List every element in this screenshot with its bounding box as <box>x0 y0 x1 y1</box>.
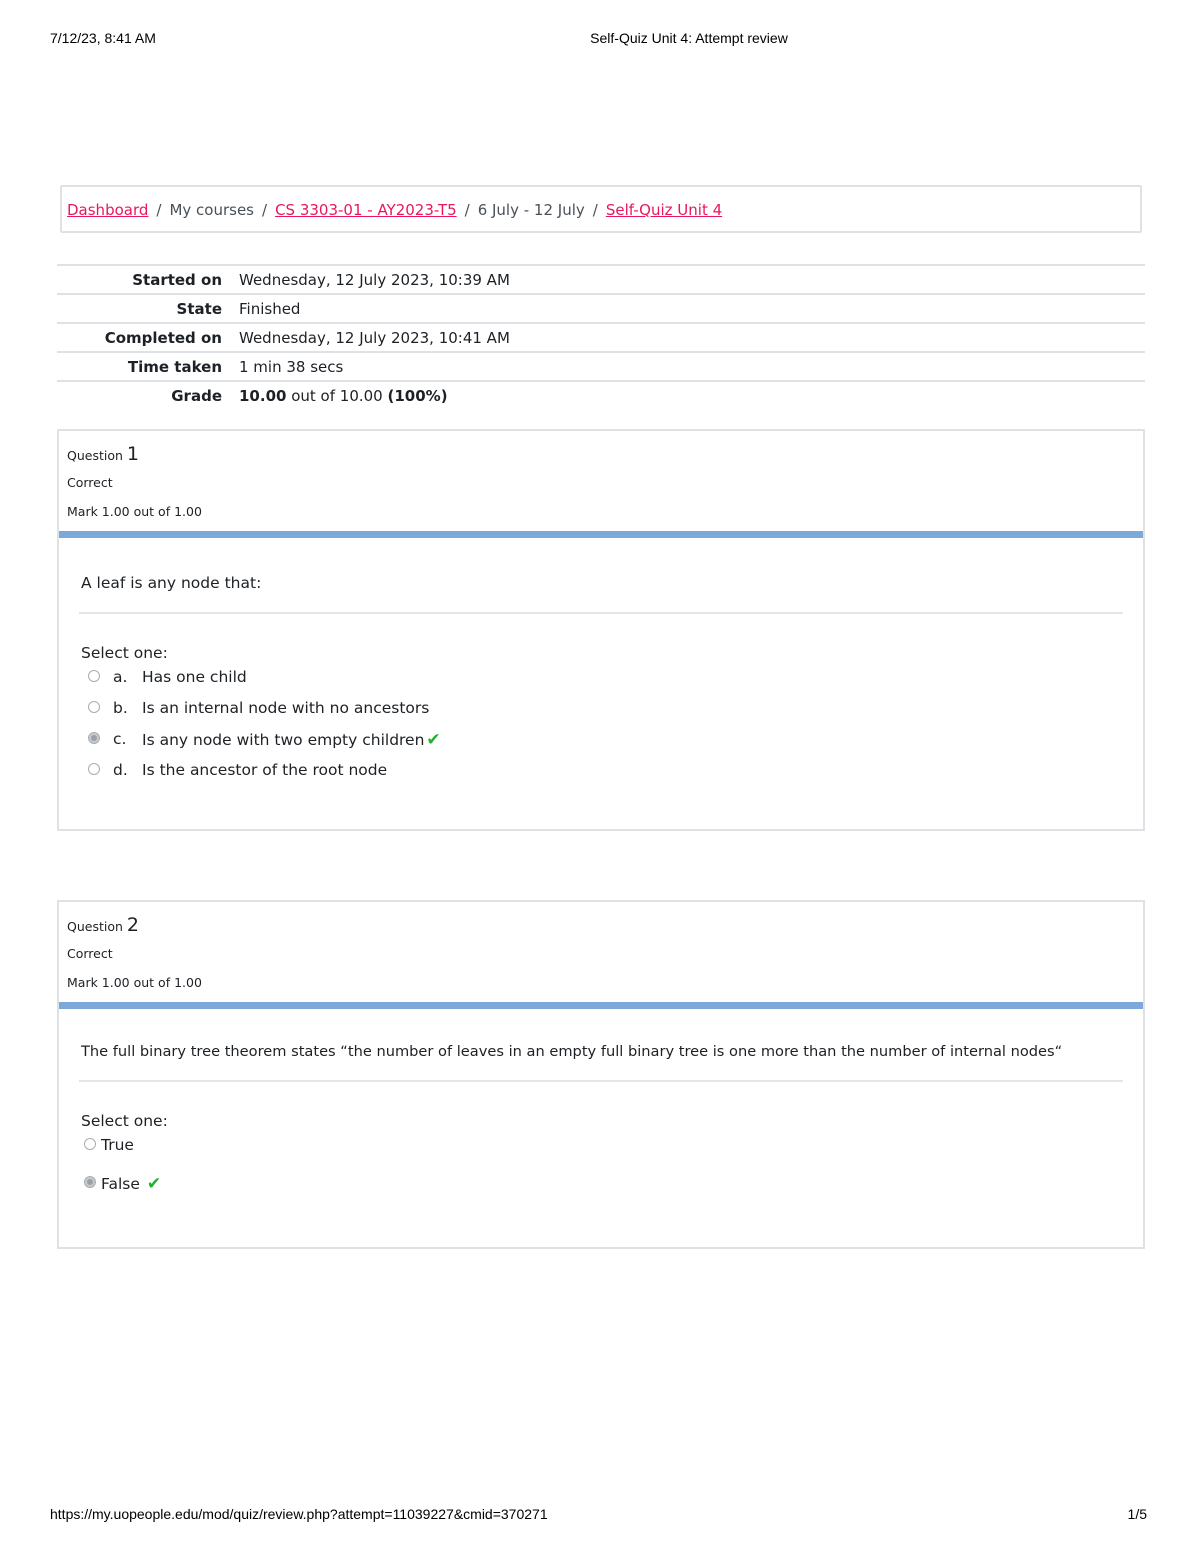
question-text: A leaf is any node that: <box>79 538 1123 614</box>
breadcrumb-separator: / <box>262 201 268 219</box>
summary-row-time <box>57 352 1145 381</box>
select-one-prompt: Select one: <box>81 1112 168 1130</box>
answer-list <box>79 668 1123 792</box>
started-on-value: Wednesday, 12 July 2023, 10:39 AM <box>239 265 1145 294</box>
answer-text: False <box>101 1175 140 1193</box>
radio-button[interactable] <box>88 670 100 682</box>
question-divider-bar <box>59 531 1143 538</box>
radio-button-selected[interactable] <box>88 732 100 744</box>
breadcrumb-separator: / <box>156 201 162 219</box>
breadcrumb-course-link[interactable]: CS 3303-01 - AY2023-T5 <box>275 201 457 219</box>
summary-row-completed <box>57 323 1145 352</box>
answer-option-false[interactable] <box>79 1174 1123 1212</box>
question-state: Correct <box>67 475 113 490</box>
question-2 <box>57 900 1145 1249</box>
breadcrumb-dashboard-link[interactable]: Dashboard <box>67 201 149 219</box>
question-divider-bar <box>59 1002 1143 1009</box>
summary-row-grade <box>57 381 1145 409</box>
grade-label: Grade <box>57 381 239 409</box>
question-content <box>59 1009 1143 1212</box>
question-info <box>59 431 1143 531</box>
grade-out-of: out of 10.00 <box>286 386 388 405</box>
grade-percent: (100%) <box>387 386 448 405</box>
question-1 <box>57 429 1145 831</box>
answer-letter: d. <box>113 761 128 779</box>
question-mark: Mark 1.00 out of 1.00 <box>67 504 202 519</box>
breadcrumb-quiz-link[interactable]: Self-Quiz Unit 4 <box>605 201 723 219</box>
answer-list <box>79 1136 1123 1212</box>
grade-value <box>239 381 1145 409</box>
question-number <box>67 914 139 936</box>
started-on-label: Started on <box>57 265 239 294</box>
answer-option-d[interactable] <box>79 761 1123 792</box>
breadcrumb-my-courses: My courses <box>169 201 254 219</box>
question-label: Question <box>67 919 123 934</box>
radio-button-selected[interactable] <box>84 1176 96 1188</box>
breadcrumb-week: 6 July - 12 July <box>477 201 585 219</box>
answer-text-wrap <box>101 1174 161 1194</box>
answer-option-true[interactable] <box>79 1136 1123 1174</box>
answer-text: Is any node with two empty children <box>142 731 425 749</box>
print-datetime: 7/12/23, 8:41 AM <box>50 30 156 46</box>
print-url: https://my.uopeople.edu/mod/quiz/review.php?attempt=11039227&cmid=370271 <box>50 1506 548 1522</box>
answer-text-wrap <box>142 730 441 750</box>
question-text: The full binary tree theorem states “the number of leaves in an empty full binary tree is one more than the number of internal nodes“ <box>79 1009 1123 1082</box>
question-info <box>59 902 1143 1002</box>
answer-option-a[interactable] <box>79 668 1123 699</box>
question-number-value: 2 <box>126 914 139 936</box>
radio-button[interactable] <box>88 701 100 713</box>
answer-option-b[interactable] <box>79 699 1123 730</box>
time-taken-value: 1 min 38 secs <box>239 352 1145 381</box>
answer-letter: b. <box>113 699 128 717</box>
print-header <box>0 30 1200 50</box>
summary-row-started <box>57 265 1145 294</box>
grade-score: 10.00 <box>239 386 287 405</box>
check-icon: ✔ <box>426 730 441 750</box>
answer-option-c[interactable] <box>79 730 1123 761</box>
state-value: Finished <box>239 294 1145 323</box>
answer-text: Is an internal node with no ancestors <box>142 699 430 717</box>
breadcrumb-separator: / <box>464 201 470 219</box>
answer-text: Is the ancestor of the root node <box>142 761 388 779</box>
question-state: Correct <box>67 946 113 961</box>
question-mark: Mark 1.00 out of 1.00 <box>67 975 202 990</box>
select-one-prompt: Select one: <box>81 644 168 662</box>
breadcrumb <box>60 185 1142 233</box>
summary-row-state <box>57 294 1145 323</box>
breadcrumb-separator: / <box>592 201 598 219</box>
answer-letter: a. <box>113 668 128 686</box>
print-footer <box>0 1506 1200 1526</box>
answer-text: Has one child <box>142 668 247 686</box>
state-label: State <box>57 294 239 323</box>
check-icon: ✔ <box>146 1174 162 1194</box>
answer-letter: c. <box>113 730 127 748</box>
print-title: Self-Quiz Unit 4: Attempt review <box>590 30 788 46</box>
radio-button[interactable] <box>88 763 100 775</box>
question-label: Question <box>67 448 123 463</box>
completed-on-label: Completed on <box>57 323 239 352</box>
answer-text: True <box>101 1136 134 1154</box>
time-taken-label: Time taken <box>57 352 239 381</box>
question-number <box>67 443 139 465</box>
completed-on-value: Wednesday, 12 July 2023, 10:41 AM <box>239 323 1145 352</box>
radio-button[interactable] <box>84 1138 96 1150</box>
question-number-value: 1 <box>126 443 139 465</box>
print-title-wrap <box>0 30 1200 46</box>
attempt-summary-table <box>57 264 1145 409</box>
question-content <box>59 538 1143 792</box>
print-page-number: 1/5 <box>1127 1506 1147 1522</box>
